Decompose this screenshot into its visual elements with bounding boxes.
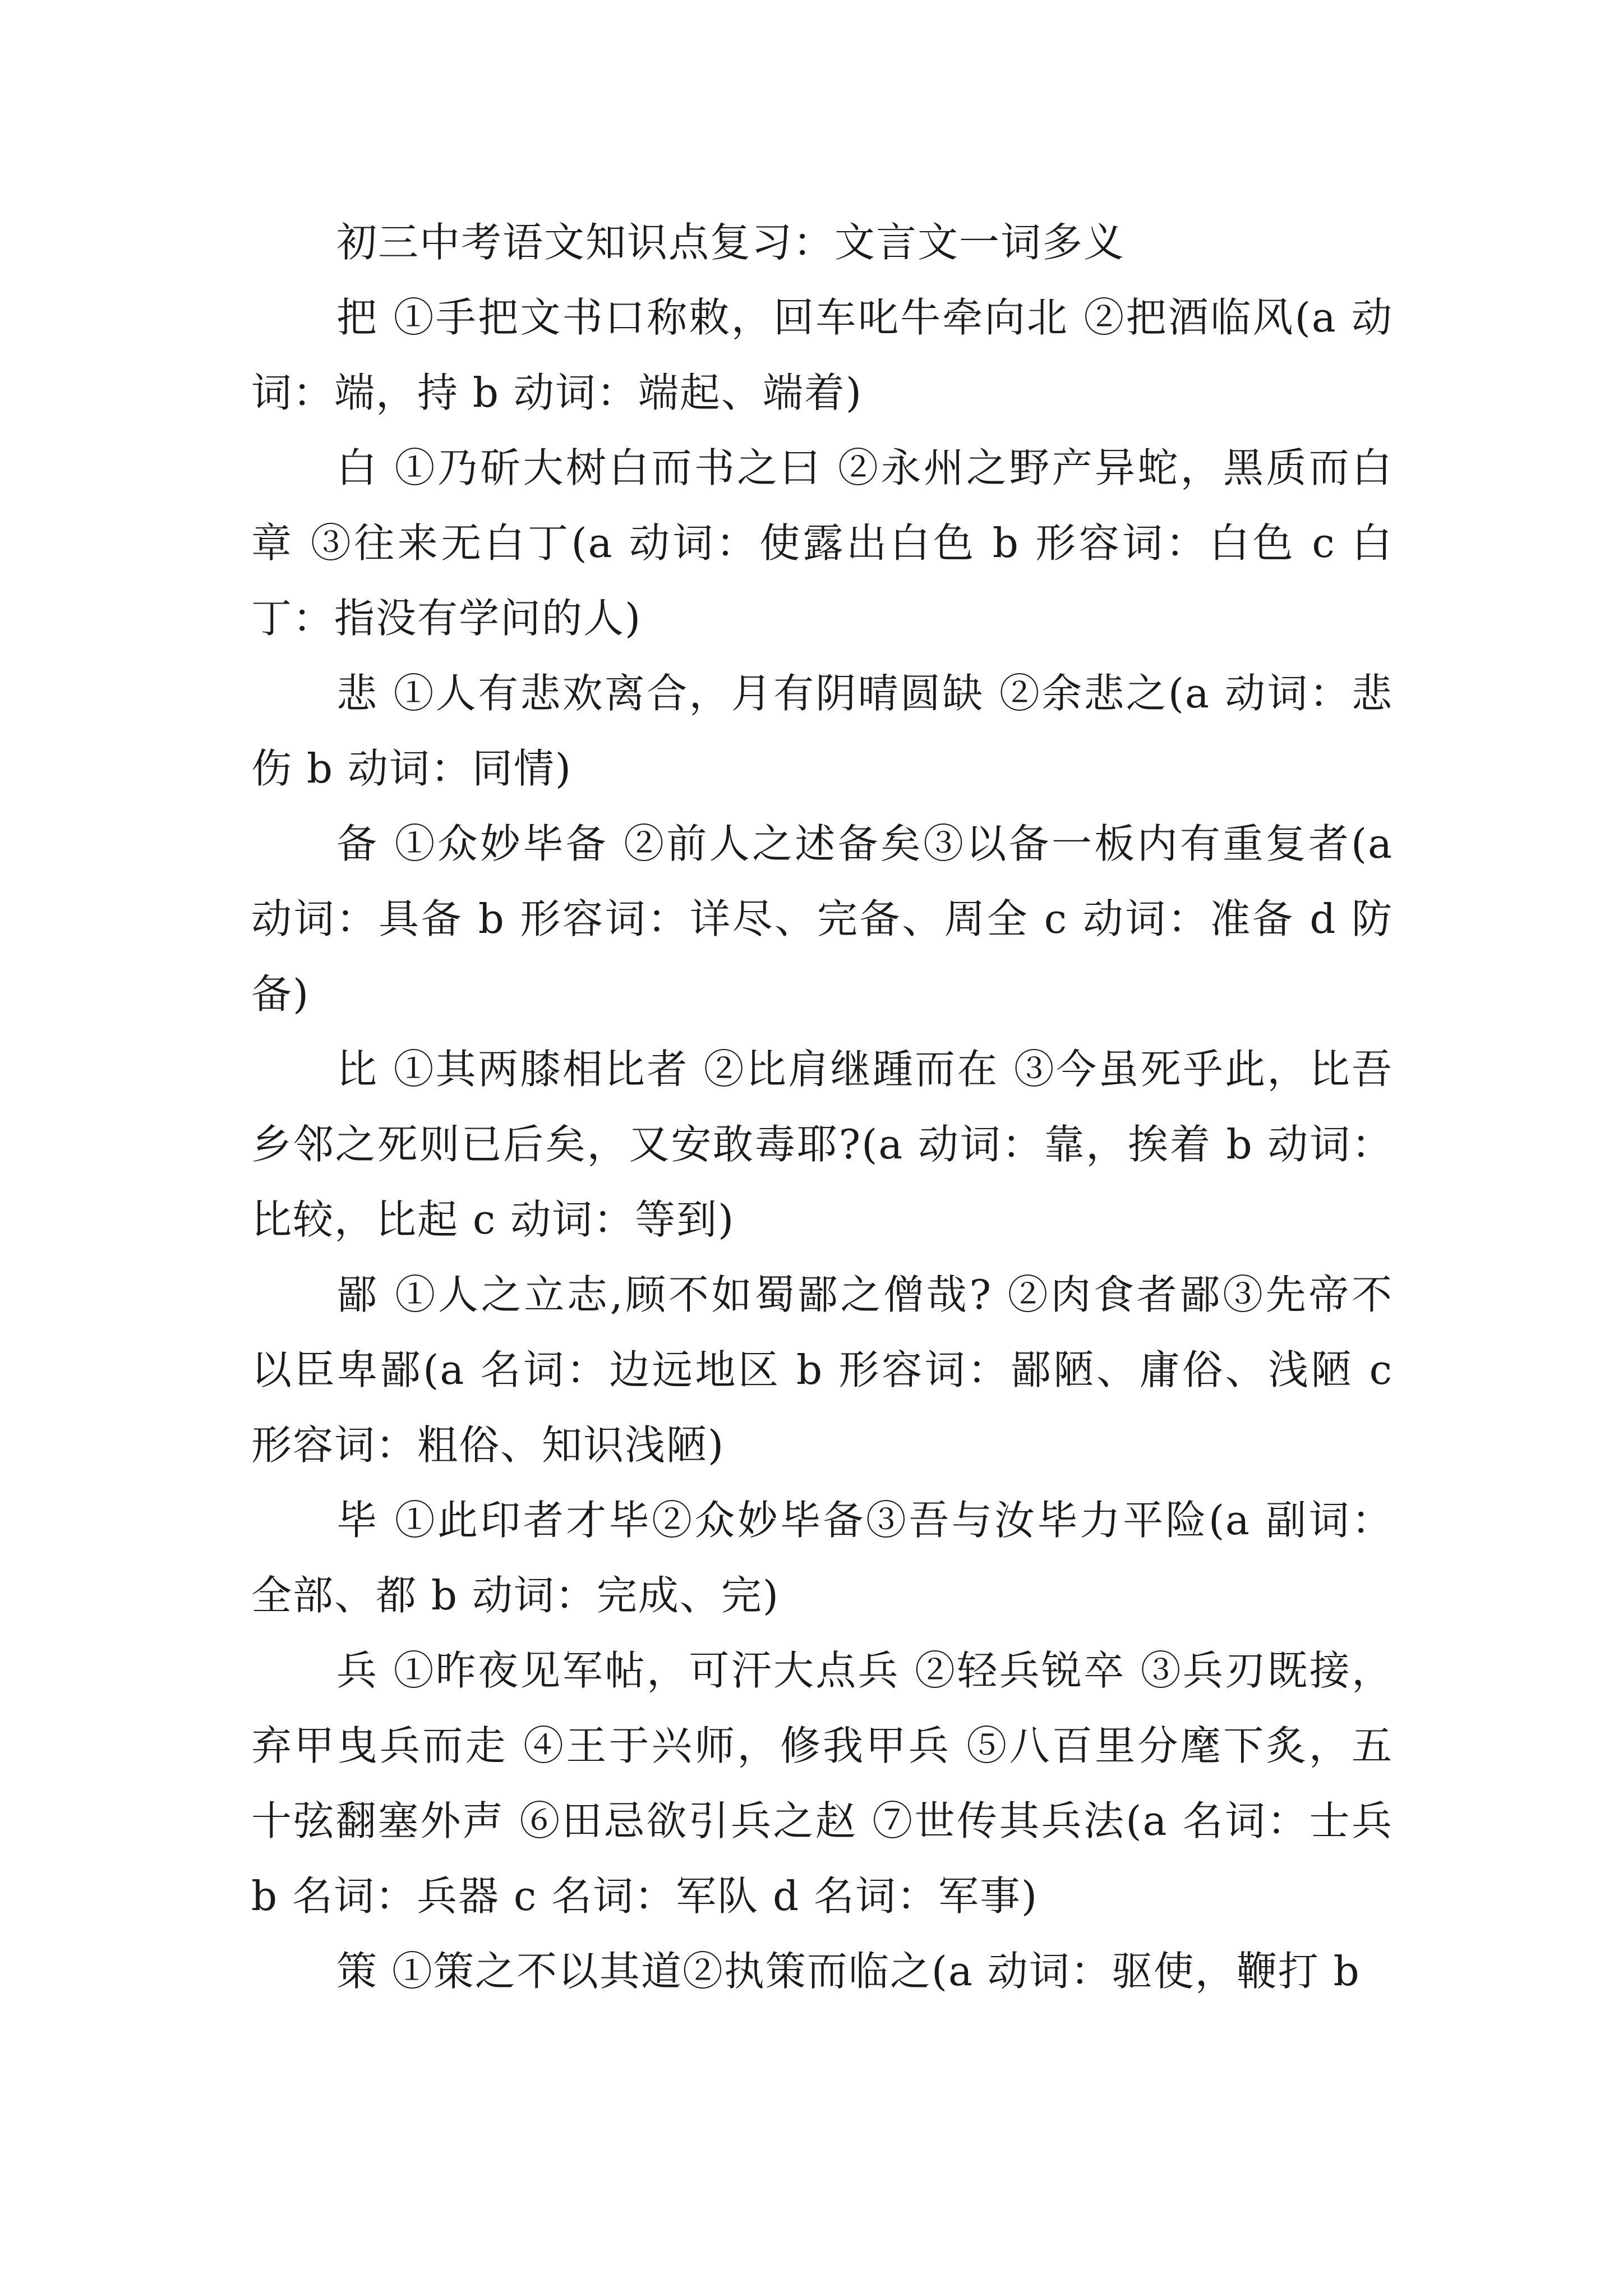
document-title: 初三中考语文知识点复习：文言文一词多义 (336, 219, 1126, 266)
entry-ce: 策 ①策之不以其道②执策而临之(a 动词：驱使，鞭打 b (336, 1948, 1361, 1995)
entry-bi-finish: 毕 ①此印者才毕②众妙毕备③吾与汝毕力平险(a 副词：全部、都 b 动词：完成、完) (251, 1497, 1393, 1619)
document-body (251, 205, 1393, 2009)
entry-bei-sad: 悲 ①人有悲欢离合，月有阴晴圆缺 ②余悲之(a 动词：悲伤 b 动词：同情) (251, 670, 1393, 792)
entry-bing: 兵 ①昨夜见军帖，可汗大点兵 ②轻兵锐卒 ③兵刃既接，弃甲曳兵而走 ④王于兴师，修我甲兵 ⑤八百里分麾下炙，五十弦翻塞外声 ⑥田忌欲引兵之赵 ⑦世传其兵法(a 名词：士兵 b 名词：兵器 c 名词：军队 d 名词：军事) (251, 1647, 1393, 1920)
entry-bai: 白 ①乃斫大树白而书之曰 ②永州之野产异蛇，黑质而白章 ③往来无白丁(a 动词：使露出白色 b 形容词：白色 c 白丁：指没有学问的人) (251, 444, 1393, 642)
entry-ba: 把 ①手把文书口称敕，回车叱牛牵向北 ②把酒临风(a 动词：端，持 b 动词：端起、端着) (251, 294, 1393, 416)
entry-bi-compare: 比 ①其两膝相比者 ②比肩继踵而在 ③今虽死乎此，比吾乡邻之死则已后矣，又安敢毒耶?(a 动词：靠，挨着 b 动词：比较，比起 c 动词：等到) (251, 1046, 1393, 1243)
entry-bei-prepare: 备 ①众妙毕备 ②前人之述备矣③以备一板内有重复者(a 动词：具备 b 形容词：详尽、完备、周全 c 动词：准备 d 防备) (251, 820, 1393, 1018)
entry-bi-humble: 鄙 ①人之立志,顾不如蜀鄙之僧哉? ②肉食者鄙③先帝不以臣卑鄙(a 名词：边远地区 b 形容词：鄙陋、庸俗、浅陋 c 形容词：粗俗、知识浅陋) (251, 1271, 1393, 1469)
